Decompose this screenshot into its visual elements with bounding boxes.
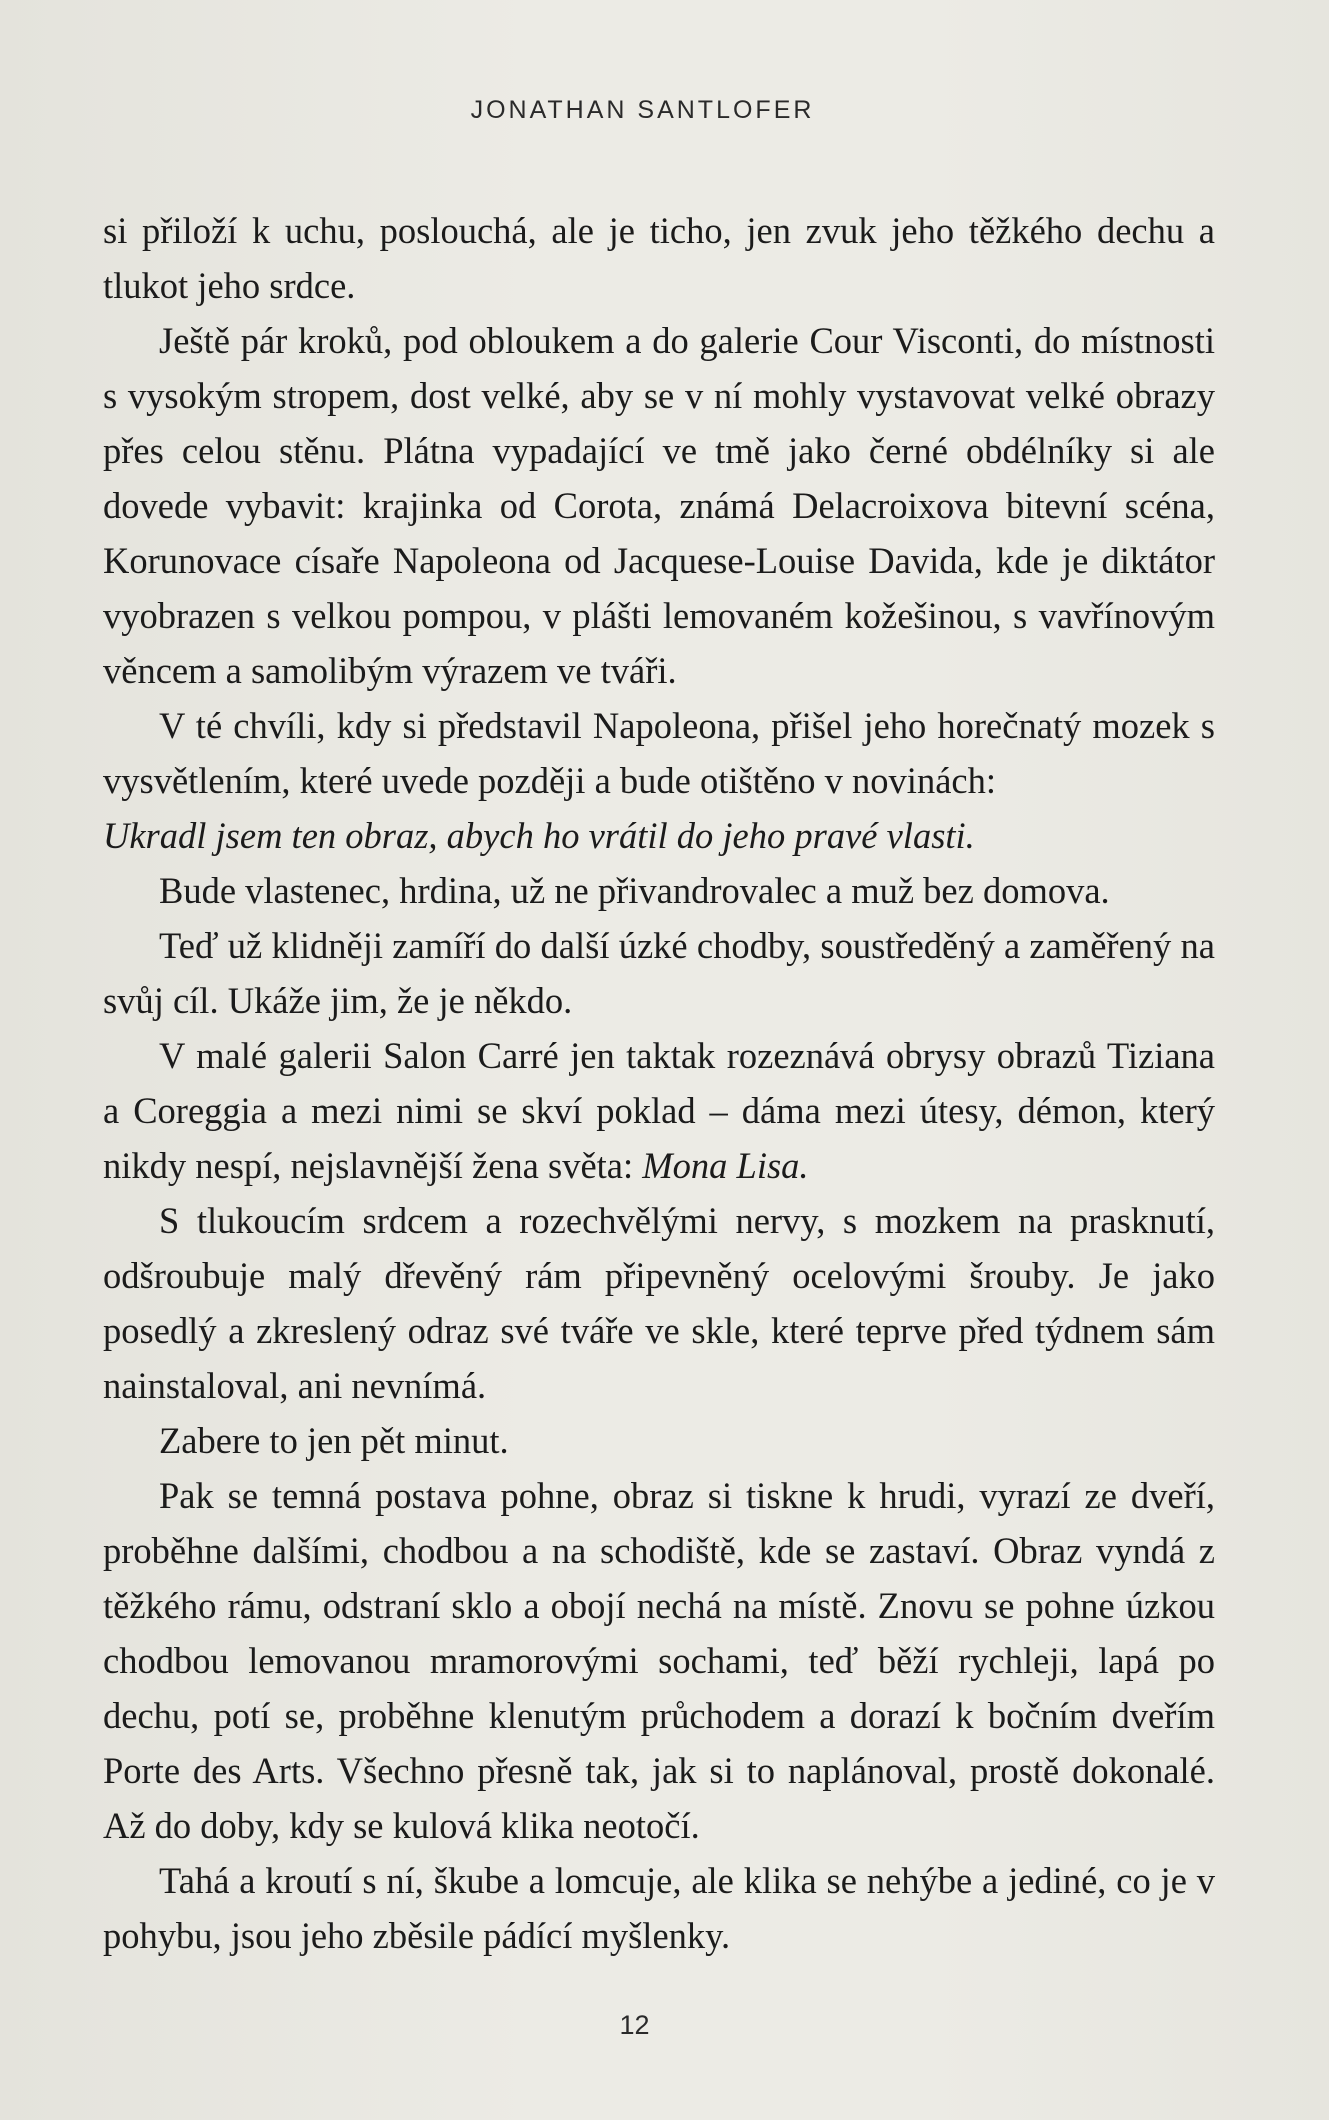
- body-text: [103, 203, 1215, 1963]
- running-head: JONATHAN SANTLOFER: [470, 96, 815, 124]
- paragraph-3: V té chvíli, kdy si představil Napoleona, přišel jeho horečnatý mozek s vysvětlením, které uvede později a bude otištěno v novinách:: [103, 705, 1215, 801]
- paragraph-1: si přiloží k uchu, poslouchá, ale je ticho, jen zvuk jeho těžkého dechu a tlukot jeho srdce.: [103, 210, 1215, 306]
- mona-lisa-title: Mona Lisa.: [642, 1145, 809, 1186]
- paragraph-8: Zabere to jen pět minut.: [159, 1420, 509, 1461]
- paragraph-6-text: V malé galerii Salon Carré jen taktak rozeznává obrysy obrazů Tiziana a Coreggia a mezi nimi se skví poklad – dáma mezi útesy, démon, který nikdy nespí, nejslavnější žena světa:: [103, 1035, 1215, 1186]
- paragraph-10: Tahá a kroutí s ní, škube a lomcuje, ale klika se nehýbe a jediné, co je v pohybu, jsou jeho zběsile pádící myšlenky.: [103, 1860, 1215, 1956]
- page-number: 12: [619, 2010, 650, 2040]
- paragraph-7: S tlukoucím srdcem a rozechvělými nervy, s mozkem na prasknutí, odšroubuje malý dřevěný rám připevněný ocelovými šrouby. Je jako posedlý a zkreslený odraz své tváře ve skle, které teprve před týdnem sám nainstaloval, ani nevnímá.: [103, 1200, 1215, 1406]
- paragraph-5: Teď už klidněji zamíří do další úzké chodby, soustředěný a zaměřený na svůj cíl. Ukáže jim, že je někdo.: [103, 925, 1215, 1021]
- paragraph-2: Ještě pár kroků, pod obloukem a do galerie Cour Visconti, do místnosti s vysokým stropem, dost velké, aby se v ní mohly vystavovat velké obrazy přes celou stěnu. Plátna vypadající ve tmě jako černé obdélníky si ale dovede vybavit: krajinka od Corota, známá Delacroixova bitevní scéna, Korunovace císaře Napoleona od Jacquese-Louise Davida, kde je diktátor vyobrazen s velkou pompou, v plášti lemovaném kožešinou, s vavřínovým věncem a samolibým výrazem ve tváři.: [103, 320, 1215, 691]
- paragraph-4: Bude vlastenec, hrdina, už ne přivandrovalec a muž bez domova.: [159, 870, 1110, 911]
- paragraph-italic-quote: Ukradl jsem ten obraz, abych ho vrátil do jeho pravé vlasti.: [103, 815, 975, 856]
- paragraph-9: Pak se temná postava pohne, obraz si tiskne k hrudi, vyrazí ze dveří, proběhne dalšími, chodbou a na schodiště, kde se zastaví. Obraz vyndá z těžkého rámu, odstraní sklo a obojí nechá na místě. Znovu se pohne úzkou chodbou lemovanou mramorovými sochami, teď běží rychleji, lapá po dechu, potí se, proběhne klenutým průchodem a dorazí k bočním dveřím Porte des Arts. Všechno přesně tak, jak si to naplánoval, prostě dokonalé. Až do doby, kdy se kulová klika neotočí.: [103, 1475, 1215, 1846]
- paragraph-6: [103, 1028, 1215, 1193]
